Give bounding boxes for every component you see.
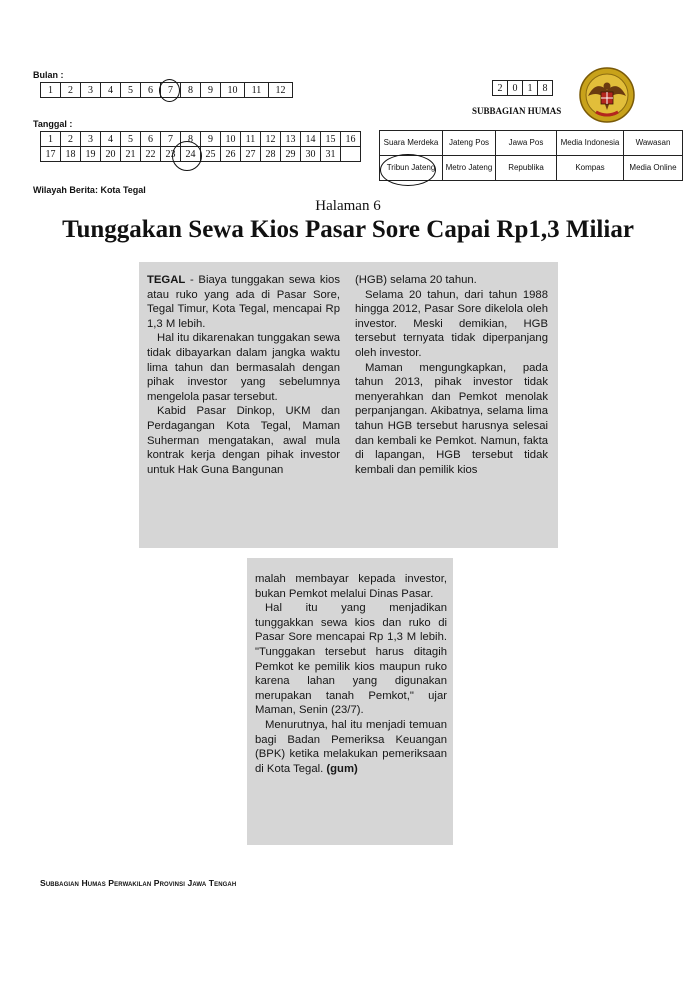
month-cell: 2 [61,83,81,98]
day-cell: 25 [201,147,221,162]
clipping-part-1 [139,262,558,548]
media-cell: Wawasan [624,131,683,156]
day-cell: 9 [201,132,221,147]
page-number: Halaman 6 [315,198,381,214]
year-grid [492,80,553,96]
month-cell: 6 [141,83,161,98]
month-cell: 11 [245,83,269,98]
day-cell: 5 [121,132,141,147]
footer-office: Subbagian Humas Perwakilan Provinsi Jawa Tengah [40,878,237,888]
selected-media-circle [380,154,436,186]
article-column-2 [355,273,548,477]
media-cell: Jawa Pos [496,131,557,156]
bulan-label: Bulan : [33,70,64,80]
month-cell: 1 [41,83,61,98]
month-cell: 12 [269,83,293,98]
year-digit-cell: 8 [538,81,553,96]
day-cell: 27 [241,147,261,162]
day-cell: 2 [61,132,81,147]
article-paragraph: Hal itu dikarenakan tunggakan sewa tidak dibayarkan dalam jangka waktu lima tahun dan bermasalah dengan pihak investor yang sebelumnya mengelola pasar tersebut. [147,332,340,403]
month-cell: 7 [161,83,181,98]
article-paragraph: (HGB) selama 20 tahun. [355,274,477,286]
media-cell: Kompas [557,156,624,181]
day-cell: 28 [261,147,281,162]
office-name: SUBBAGIAN HUMAS [472,106,562,116]
garuda-emblem-icon [578,66,636,124]
year-digit-cell: 0 [508,81,523,96]
year-digit-cell: 1 [523,81,538,96]
byline: (gum) [323,762,358,775]
day-cell: 23 [161,147,181,162]
article-paragraph: Hal itu yang menjadikan tunggakkan sewa kios dan ruko di Pasar Sore mencapai Rp 1,3 M lebih. "Tunggakan tersebut harus ditagih Pemkot ke pemilik kios maupun ruko karena lahan yang digunakan merupakan tanah Pemkot," ujar Maman, Senin (23/7). [255,602,447,717]
dateline: TEGAL [147,274,186,286]
clipping-part-2 [247,558,453,845]
article-paragraph: Selama 20 tahun, dari tahun 1988 hingga 2012, Pasar Sore dikelola oleh investor. Meski demikian, HGB tersebut ternyata tidak diperpanjang oleh investor. [355,288,548,359]
wilayah-berita: Wilayah Berita: Kota Tegal [33,185,146,195]
year-digit-cell: 2 [493,81,508,96]
media-cell: Media Indonesia [557,131,624,156]
article-title: Tunggakan Sewa Kios Pasar Sore Capai Rp1,3 Miliar [62,216,634,243]
day-cell: 1 [41,132,61,147]
month-cell: 3 [81,83,101,98]
day-cell: 3 [81,132,101,147]
day-cell: 4 [101,132,121,147]
day-cell: 17 [41,147,61,162]
article-paragraph: Maman mengungkapkan, pada tahun 2013, pihak investor tidak menyerahkan dan Pemkot menolak perpanjangan. Akibatnya, selama lima tahun HGB tersebut harusnya selesai dan kembali ke Pemkot. Namun, fakta di lapangan, HGB tersebut tidak kembali dan pemilik kios [355,361,548,476]
day-cell: 18 [61,147,81,162]
day-cell: 13 [281,132,301,147]
day-cell: 19 [81,147,101,162]
day-cell: 30 [301,147,321,162]
day-cell: 10 [221,132,241,147]
day-cell: 12 [261,132,281,147]
month-cell: 4 [101,83,121,98]
article-paragraph: Kabid Pasar Dinkop, UKM dan Perdagangan Kota Tegal, Maman Suherman mengatakan, awal mula kontrak kerja dengan pihak investor untuk Hak Guna Bangunan [147,405,340,476]
day-cell: 7 [161,132,181,147]
article-paragraph: TEGAL - Biaya tunggakan sewa kios atau ruko yang ada di Pasar Sore, Tegal Timur, Kota Tegal, mencapai Rp 1,3 M lebih. [147,274,340,330]
media-cell: Jateng Pos [443,131,496,156]
media-cell: Metro Jateng [443,156,496,181]
article-column-3 [255,572,447,776]
article-paragraph: Menurutnya, hal itu menjadi temuan bagi Badan Pemeriksa Keuangan (BPK) ketika melakukan pemeriksaan di Kota Tegal. (gum) [255,718,447,775]
selected-day-circle [172,141,202,171]
tanggal-label: Tanggal : [33,119,73,129]
day-cell: 16 [341,132,361,147]
day-cell: 8 [181,132,201,147]
day-cell: 6 [141,132,161,147]
day-cell: 11 [241,132,261,147]
month-cell: 5 [121,83,141,98]
month-cell: 10 [221,83,245,98]
day-cell: 26 [221,147,241,162]
article-paragraph: malah membayar kepada investor, bukan Pemkot melalui Dinas Pasar. [255,573,447,600]
month-cell: 9 [201,83,221,98]
media-cell: Tribun Jateng [380,156,443,181]
month-cell: 8 [181,83,201,98]
media-cell: Republika [496,156,557,181]
day-cell: 31 [321,147,341,162]
selected-month-circle [159,79,180,102]
day-cell [341,147,361,162]
day-cell: 29 [281,147,301,162]
day-cell: 24 [181,147,201,162]
media-cell: Suara Merdeka [380,131,443,156]
day-cell: 22 [141,147,161,162]
day-cell: 14 [301,132,321,147]
day-cell: 20 [101,147,121,162]
day-cell: 21 [121,147,141,162]
article-column-1 [147,273,340,477]
media-cell: Media Online [624,156,683,181]
day-cell: 15 [321,132,341,147]
